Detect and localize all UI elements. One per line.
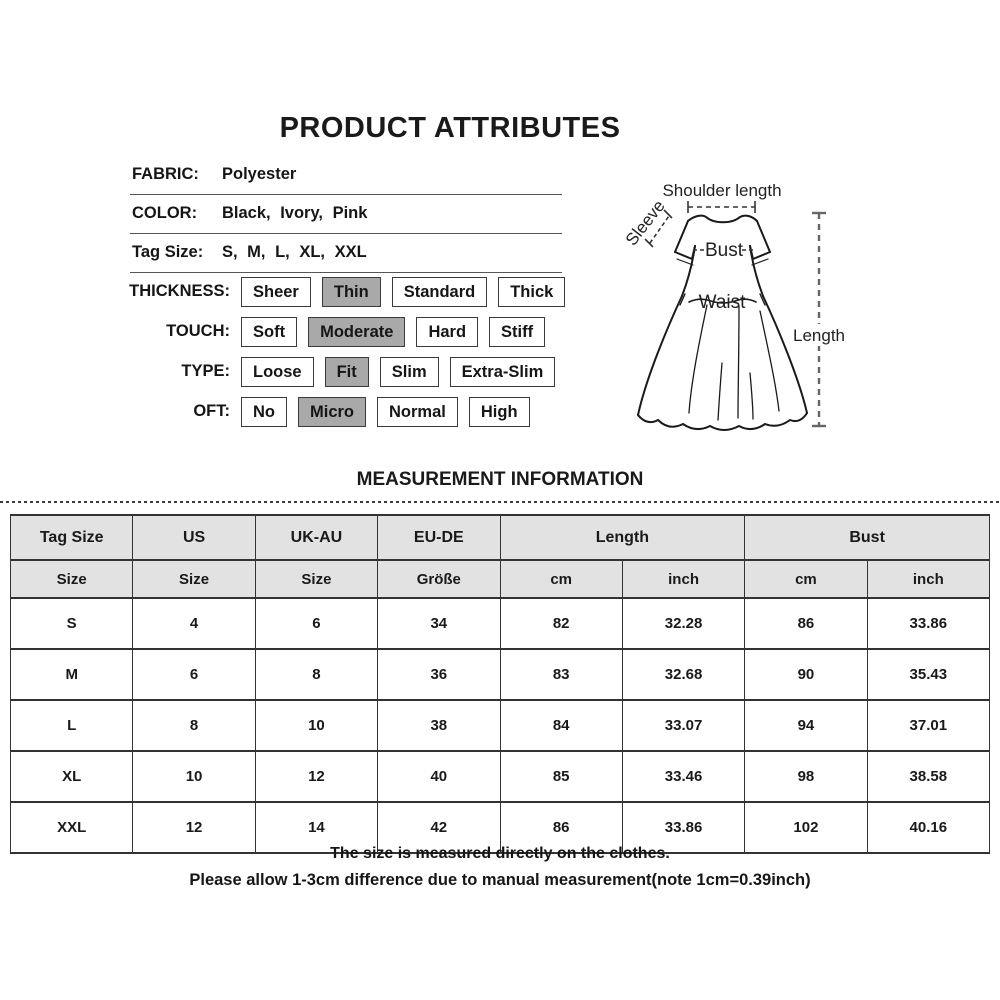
value-cell: 33.46 xyxy=(622,751,744,802)
subheader-cell-0-size: Size xyxy=(11,560,133,598)
value-cell: 85 xyxy=(500,751,622,802)
waist-label: Waist xyxy=(698,292,746,313)
value-cell: 42 xyxy=(378,802,500,853)
option-chip-thin: Thin xyxy=(322,277,381,307)
value-cell: 33.86 xyxy=(622,802,744,853)
value-cell: 90 xyxy=(745,649,867,700)
length-label: Length xyxy=(793,326,845,345)
option-chip-slim: Slim xyxy=(380,357,439,387)
size-table xyxy=(10,514,990,854)
size-table-header-row-2 xyxy=(11,560,990,598)
header-cell-length: Length xyxy=(500,515,745,560)
spec-row-fabric xyxy=(130,156,562,195)
spec-label-tag-size: Tag Size: xyxy=(132,243,204,261)
option-label-touch: TOUCH: xyxy=(166,322,230,340)
value-cell: 83 xyxy=(500,649,622,700)
header-cell-bust: Bust xyxy=(745,515,990,560)
value-cell: 98 xyxy=(745,751,867,802)
value-cell: 8 xyxy=(255,649,377,700)
option-label-thickness: THICKNESS: xyxy=(129,282,230,300)
header-cell-uk-au: UK-AU xyxy=(255,515,377,560)
table-row-xl xyxy=(11,751,990,802)
option-chip-fit: Fit xyxy=(325,357,369,387)
value-cell: 40 xyxy=(378,751,500,802)
value-cell: 10 xyxy=(133,751,255,802)
value-cell: 6 xyxy=(255,598,377,649)
option-row-oft xyxy=(0,396,575,427)
dress-diagram xyxy=(590,163,890,455)
shoulder-length-label: Shoulder length xyxy=(662,181,782,200)
table-row-s xyxy=(11,598,990,649)
sleeve-label: Sleeve xyxy=(621,196,669,250)
option-chip-high: High xyxy=(469,397,530,427)
value-cell: 102 xyxy=(745,802,867,853)
value-cell: 36 xyxy=(378,649,500,700)
value-cell: 6 xyxy=(133,649,255,700)
option-chip-moderate: Moderate xyxy=(308,317,405,347)
page-title: PRODUCT ATTRIBUTES xyxy=(279,112,621,144)
option-chip-loose: Loose xyxy=(241,357,314,387)
option-chips-oft xyxy=(241,397,530,427)
option-chips-thickness xyxy=(241,277,565,307)
subheader-cell-7-inch: inch xyxy=(867,560,989,598)
dotted-separator xyxy=(0,501,1000,503)
spec-row-tag-size xyxy=(130,234,562,273)
length-dimension-line xyxy=(812,213,826,426)
subheader-cell-6-cm: cm xyxy=(745,560,867,598)
value-cell: 37.01 xyxy=(867,700,989,751)
note-line-1: The size is measured directly on the clothes. xyxy=(330,845,670,862)
option-chip-micro: Micro xyxy=(298,397,366,427)
value-cell: 38 xyxy=(378,700,500,751)
spec-label-fabric: FABRIC: xyxy=(132,165,199,183)
size-cell-l: L xyxy=(11,700,133,751)
option-chip-normal: Normal xyxy=(377,397,458,427)
option-label-oft: OFT: xyxy=(193,402,230,420)
option-label-type: TYPE: xyxy=(181,362,230,380)
spec-value-tag-size: S, M, L, XL, XXL xyxy=(222,243,367,261)
size-cell-m: M xyxy=(11,649,133,700)
option-row-thickness xyxy=(0,276,575,307)
measurement-notes xyxy=(0,845,1000,890)
option-chips-touch xyxy=(241,317,545,347)
subheader-cell-3-gr-e: Größe xyxy=(378,560,500,598)
value-cell: 8 xyxy=(133,700,255,751)
table-row-m xyxy=(11,649,990,700)
header-cell-eu-de: EU-DE xyxy=(378,515,500,560)
table-row-l xyxy=(11,700,990,751)
option-rows xyxy=(0,276,575,436)
subheader-cell-4-cm: cm xyxy=(500,560,622,598)
value-cell: 10 xyxy=(255,700,377,751)
option-chip-sheer: Sheer xyxy=(241,277,311,307)
size-cell-s: S xyxy=(11,598,133,649)
option-chip-standard: Standard xyxy=(392,277,488,307)
skirt-fold-lines xyxy=(689,305,779,420)
option-chips-type xyxy=(241,357,555,387)
value-cell: 94 xyxy=(745,700,867,751)
size-table-head xyxy=(11,515,990,598)
option-chip-thick: Thick xyxy=(498,277,565,307)
value-cell: 86 xyxy=(745,598,867,649)
header-cell-tag-size: Tag Size xyxy=(11,515,133,560)
value-cell: 33.07 xyxy=(622,700,744,751)
value-cell: 4 xyxy=(133,598,255,649)
subheader-cell-2-size: Size xyxy=(255,560,377,598)
header-cell-us: US xyxy=(133,515,255,560)
value-cell: 14 xyxy=(255,802,377,853)
spec-row-color xyxy=(130,195,562,234)
note-line-2: Please allow 1-3cm difference due to manual measurement(note 1cm=0.39inch) xyxy=(189,871,811,889)
size-cell-xxl: XXL xyxy=(11,802,133,853)
value-cell: 32.28 xyxy=(622,598,744,649)
size-table-header-row-1 xyxy=(11,515,990,560)
option-chip-no: No xyxy=(241,397,287,427)
subheader-cell-1-size: Size xyxy=(133,560,255,598)
value-cell: 82 xyxy=(500,598,622,649)
subheader-cell-5-inch: inch xyxy=(622,560,744,598)
spec-value-fabric: Polyester xyxy=(222,165,297,183)
value-cell: 35.43 xyxy=(867,649,989,700)
option-chip-soft: Soft xyxy=(241,317,297,347)
option-row-type xyxy=(0,356,575,387)
value-cell: 40.16 xyxy=(867,802,989,853)
option-row-touch xyxy=(0,316,575,347)
option-chip-extra-slim: Extra-Slim xyxy=(450,357,556,387)
option-chip-hard: Hard xyxy=(416,317,478,347)
spec-rows xyxy=(130,156,562,273)
value-cell: 12 xyxy=(133,802,255,853)
value-cell: 12 xyxy=(255,751,377,802)
value-cell: 32.68 xyxy=(622,649,744,700)
size-cell-xl: XL xyxy=(11,751,133,802)
value-cell: 34 xyxy=(378,598,500,649)
size-table-body xyxy=(11,598,990,853)
measurement-section-title: MEASUREMENT INFORMATION xyxy=(356,469,644,490)
option-chip-stiff: Stiff xyxy=(489,317,545,347)
value-cell: 86 xyxy=(500,802,622,853)
value-cell: 84 xyxy=(500,700,622,751)
spec-value-color: Black, Ivory, Pink xyxy=(222,204,368,222)
value-cell: 38.58 xyxy=(867,751,989,802)
value-cell: 33.86 xyxy=(867,598,989,649)
bust-label: Bust xyxy=(704,240,744,261)
spec-label-color: COLOR: xyxy=(132,204,198,222)
